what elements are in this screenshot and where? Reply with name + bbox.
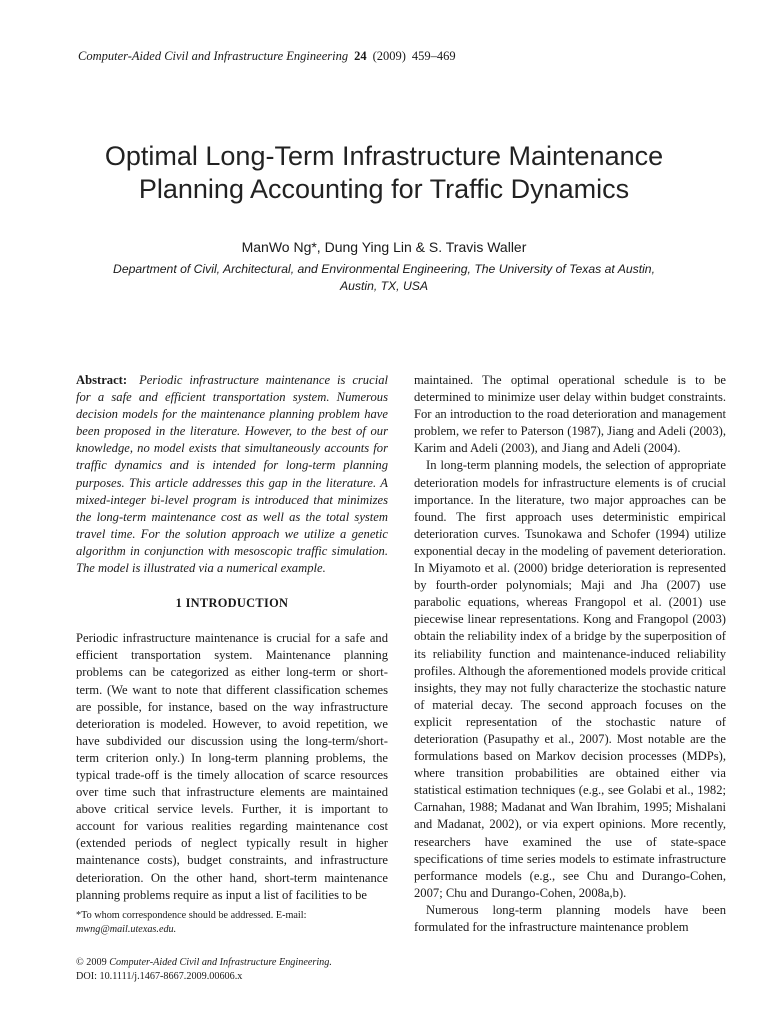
journal-volume: 24 [354,49,367,63]
doi-line[interactable]: DOI: 10.1111/j.1467-8667.2009.00606.x [76,971,243,982]
footnote-text: *To whom correspondence should be addressed. E-mail: [76,910,307,921]
abstract [76,372,388,577]
intro-paragraph-2: maintained. The optimal operational schedule is to be determined to minimize user delay within budget constraints. For an introduction to the road deterioration and management problem, we refer to Paterson (1987), Jiang and Adeli (2003), Karim and Adeli (2003), and Jiang and Adeli (2004). [414,373,726,456]
journal-year: (2009) [372,49,406,63]
intro-paragraph-3: In long-term planning models, the selection of appropriate deterioration models for infrastructure elements is of crucial importance. In the literature, two major approaches can be found. The first approach uses deterministic empirical deterioration curves. Tsunokawa and Schofer (1994) utilize exponential decay in the modeling of pavement deterioration. In Miyamoto et al. (2000) bridge deterioration is represented by fourth-order polynomials; Maji and Jha (2007) use parabolic equations, whereas Frangopol et al. (2001) use piecewise linear representations. Kong and Frangopol (2003) obtain the reliability index of a bridge by the superposition of its reliability function and maintenance-induced reliability profiles. Although the aforementioned models provide critical insights, they may not fully characterize the stochastic nature of material decay. The second approach focuses on the explicit representation of the stochastic nature of deterioration (Pasupathy et al., 2007). Most notable are the formulations based on Markov decision processes (MDPs), where transition probabilities are obtained either via statistical estimation techniques (e.g., see Golabi et al., 1982; Carnahan, 1988; Madanat and Wan Ibrahim, 1995; Mishalani and Madanat, 2002), or via expert opinions. More recently, researchers have examined the use of state-space specifications of time series models to estimate infrastructure performance models (e.g., see Chu and Durango-Cohen, 2007; Chu and Durango-Cohen, 2008a,b). [414,458,726,900]
abstract-label: Abstract: [76,373,128,387]
right-column [414,372,726,936]
footnote-email[interactable]: mwng@mail.utexas.edu. [76,924,177,935]
copyright-journal: Computer-Aided Civil and Infrastructure Engineering. [109,957,332,968]
intro-paragraph-1: Periodic infrastructure maintenance is crucial for a safe and efficient transportation system. Maintenance planning problems can be categorized as either long-term or short-term. (We want to note that different classification schemes are possible, for instance, based on the way infrastructure deterioration is modeled. However, to avoid repetition, we have subdivided our discussion using the long-term/short-term criterion only.) In long-term planning problems, the typical trade-off is the timely allocation of scarce resources over time such that infrastructure elements are maintained above critical service levels. Further, it is important to account for various realities regarding maintenance cost (extended periods of neglect typically result in higher maintenance costs), budget constraints, and infrastructure deterioration. On the other hand, short-term maintenance planning problems require as input a list of facilities to be [76,631,388,902]
section-heading-introduction: 1 INTRODUCTION [175,596,289,611]
abstract-text: Periodic infrastructure maintenance is crucial for a safe and efficient transportation system. Numerous decision models for the maintenance planning problem have been proposed in the literature. However, to the best of our knowledge, no model exists that simultaneously accounts for traffic dynamics and is intended for long-term planning purposes. This article addresses this gap in the literature. A mixed-integer bi-level program is introduced that minimizes the long-term maintenance cost as well as the total system travel time. For the solution approach we utilize a genetic algorithm in conjunction with mesoscopic traffic simulation. The model is illustrated via a numerical example. [76,373,388,576]
journal-header [78,48,698,64]
author-affiliation: Department of Civil, Architectural, and Environmental Engineering, The University of Texas at Austin, Austin, TX, USA [113,262,655,293]
left-column [76,372,388,904]
correspondence-footnote [76,909,388,937]
journal-name: Computer-Aided Civil and Infrastructure Engineering [78,49,349,63]
intro-paragraph-4: Numerous long-term planning models have been formulated for the infrastructure maintenance problem [414,902,726,934]
article-title: Optimal Long-Term Infrastructure Maintenance Planning Accounting for Traffic Dynamics [104,141,664,204]
copyright-block [76,956,476,984]
copyright-prefix: © 2009 [76,957,110,968]
article-authors: ManWo Ng*, Dung Ying Lin & S. Travis Waller [241,239,527,255]
journal-pages: 459–469 [411,49,456,63]
copyright-line [76,956,476,970]
